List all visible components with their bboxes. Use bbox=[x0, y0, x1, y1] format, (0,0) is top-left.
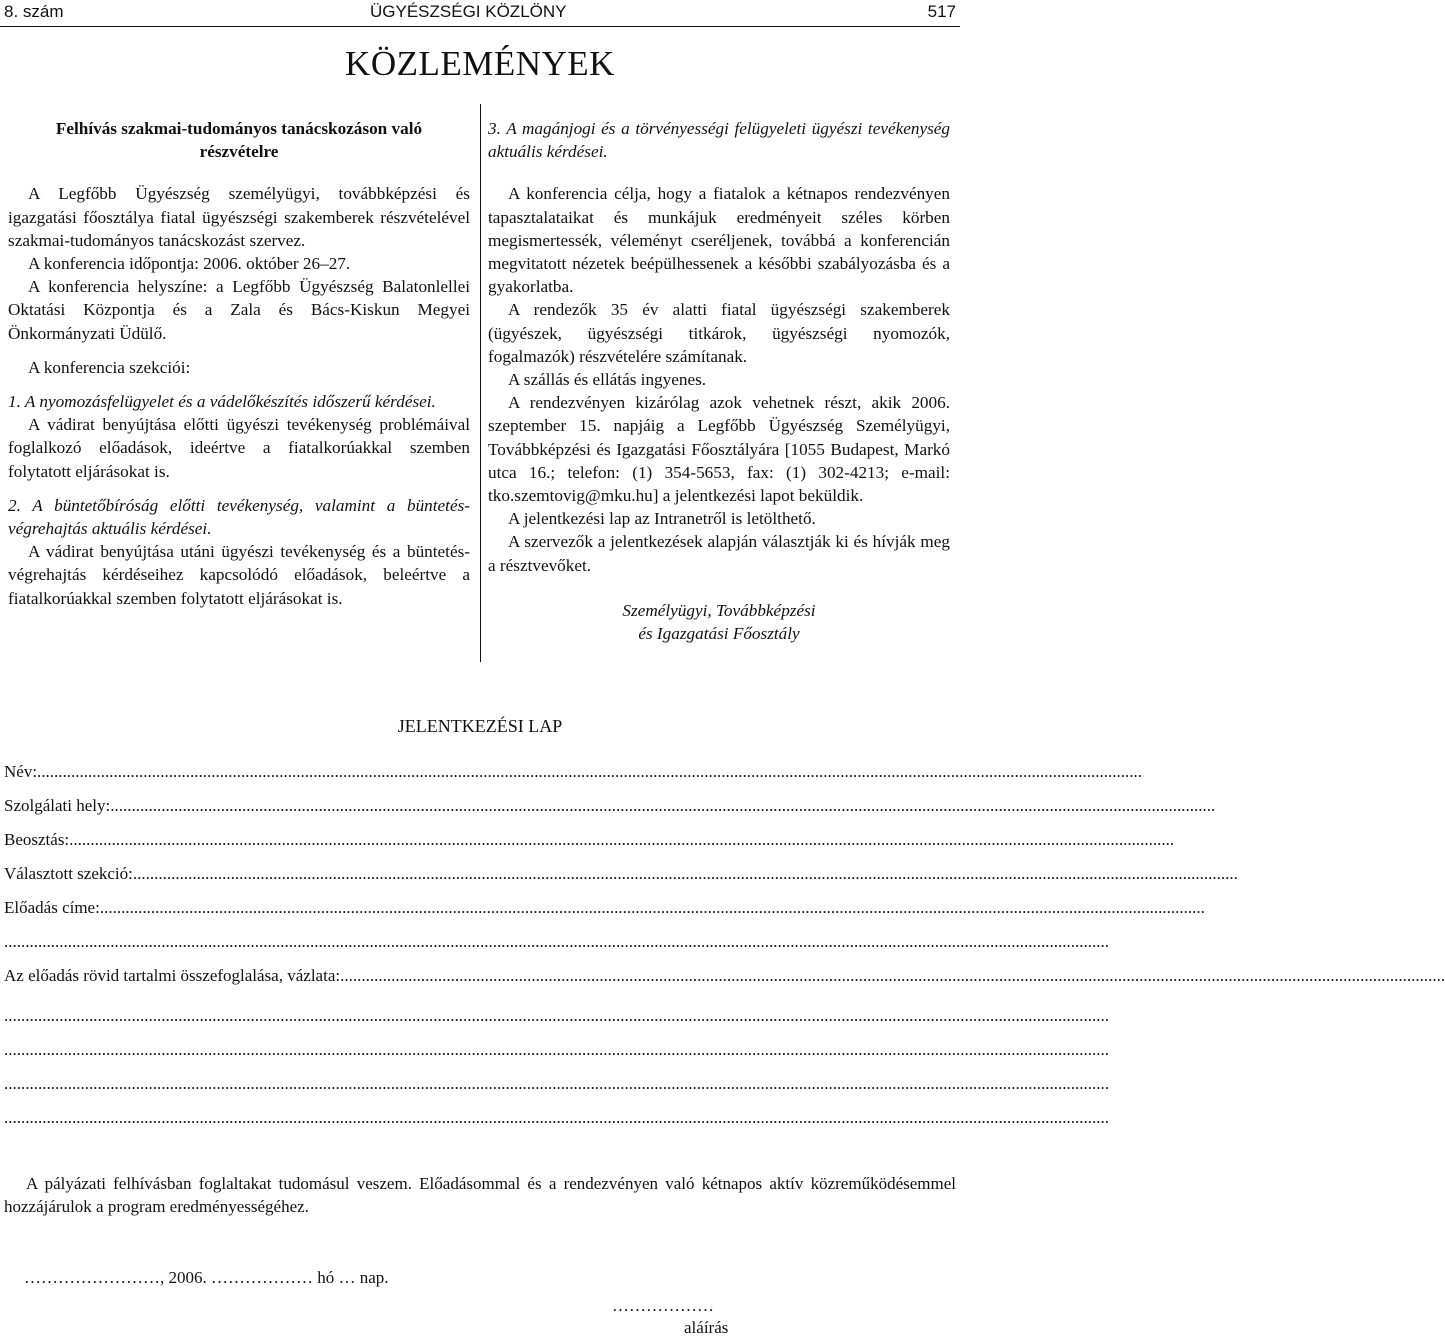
date-paragraph: A konferencia időpontja: 2006. október 26–27. bbox=[28, 254, 351, 274]
section-2-title: 2. A büntetőbíróság előtti tevékenység, valamint a büntetés-végrehajtás aktuális kérdései. bbox=[8, 495, 470, 539]
apply-paragraph: A rendezvényen kizárólag azok vehetnek részt, akik 2006. szeptember 15. napjáig a Legfőbb Ügyészség Személyügyi, Továbbképzési és Igazgatási Főosztályára [1055 Budapest, Markó utca 16.; telefon: (1) 354-5653, fax: (1) 302-4213; e-mail: tko.szemtovig@mku.hu] a jelentkezési lapot beküldik. bbox=[488, 393, 950, 506]
form-field-label: Választott szekció: bbox=[4, 864, 133, 883]
intranet-paragraph: A jelentkezési lap az Intranetről is letölthető. bbox=[508, 509, 816, 529]
form-field-label: Az előadás rövid tartalmi összefoglalása, vázlata: bbox=[4, 966, 341, 985]
form-field-dots: .................................................................................................................................................................................................................................................................... bbox=[340, 966, 1445, 985]
form-field-label: Szolgálati hely: bbox=[4, 796, 111, 815]
goal-paragraph: A konferencia célja, hogy a fiatalok a kétnapos rendezvényen tapasztalataikat és munkájuk eredményeit széles körben megismertessék, véleményt cseréljenek, továbbá a konferencián megvitatott nézetek beépülhessenek a későbbi szabályozásba és a gyakorlatba. bbox=[488, 184, 950, 297]
form-field-dots: .................................................................................................................................................................................................................................................................... bbox=[69, 830, 1175, 849]
section-title: KÖZLEMÉNYEK bbox=[345, 44, 615, 83]
header-rule bbox=[0, 26, 960, 27]
form-field-line[interactable] bbox=[4, 830, 1175, 850]
intro-paragraph: A Legfőbb Ügyészség személyügyi, továbbképzési és igazgatási főosztálya fiatal ügyészségi szakemberek részvételével szakmai-tudományos tanácskozást szervez. bbox=[8, 184, 470, 250]
journal-title: ÜGYÉSZSÉGI KÖZLÖNY bbox=[370, 2, 567, 21]
declaration-text: A pályázati felhívásban foglaltakat tudomásul veszem. Előadásommal és a rendezvényen való kétnapos aktív közreműködésemmel hozzájárulok a program eredményességéhez. bbox=[4, 1174, 956, 1216]
form-field-label: Előadás címe: bbox=[4, 898, 100, 917]
left-column bbox=[8, 117, 470, 610]
section-3-title: 3. A magánjogi és a törvényességi felügyeleti ügyészi tevékenység aktuális kérdései. bbox=[488, 119, 950, 162]
form-field-line[interactable] bbox=[4, 1108, 1109, 1128]
form-field-line[interactable] bbox=[4, 1074, 1109, 1094]
form-field-dots: .................................................................................................................................................................................................................................................................... bbox=[4, 932, 1109, 951]
right-column bbox=[488, 117, 950, 645]
form-field-line[interactable] bbox=[4, 932, 1109, 952]
form-field-dots: .................................................................................................................................................................................................................................................................... bbox=[110, 796, 1216, 815]
form-field-dots: .................................................................................................................................................................................................................................................................... bbox=[4, 1074, 1109, 1093]
form-field-line[interactable] bbox=[4, 796, 1216, 816]
page-number: 517 bbox=[927, 2, 956, 21]
issue-number: 8. szám bbox=[4, 2, 64, 21]
article-title: Felhívás szakmai-tudományos tanácskozáson való részvételre bbox=[55, 119, 423, 162]
date-line: ……………………, 2006. ……………… hó … nap. bbox=[24, 1268, 389, 1287]
form-field-line[interactable] bbox=[4, 1040, 1109, 1060]
form-field-dots: .................................................................................................................................................................................................................................................................... bbox=[4, 1040, 1109, 1059]
form-field-dots: .................................................................................................................................................................................................................................................................... bbox=[37, 762, 1143, 781]
form-field-dots: .................................................................................................................................................................................................................................................................... bbox=[99, 898, 1205, 917]
signature-label: aláírás bbox=[684, 1318, 729, 1337]
form-field-line[interactable] bbox=[4, 898, 1205, 918]
form-field-dots: .................................................................................................................................................................................................................................................................... bbox=[132, 864, 1238, 883]
audience-paragraph: A rendezők 35 év alatti fiatal ügyészségi szakemberek (ügyészek, ügyészségi titkárok, ügyészségi nyomozók, fogalmazók) részvételére számítanak. bbox=[488, 300, 950, 366]
lodging-paragraph: A szállás és ellátás ingyenes. bbox=[508, 370, 707, 390]
form-field-line[interactable] bbox=[4, 864, 1238, 884]
signature-dots: ……………… bbox=[612, 1296, 714, 1315]
form-field-line[interactable] bbox=[4, 966, 1445, 986]
sections-label: A konferencia szekciói: bbox=[28, 357, 191, 377]
form-field-line[interactable] bbox=[4, 762, 1143, 782]
page-header bbox=[4, 2, 956, 24]
column-divider bbox=[480, 104, 481, 662]
form-field-dots: .................................................................................................................................................................................................................................................................... bbox=[4, 1108, 1109, 1127]
section-2-text: A vádirat benyújtása utáni ügyészi tevékenység és a büntetés-végrehajtás kérdéseihez kapcsolódó előadások, beleértve a fiatalkorúakkal szemben folytatott eljárásokat is. bbox=[8, 542, 470, 608]
form-field-line[interactable] bbox=[4, 1006, 1109, 1026]
signature-line-1: Személyügyi, Továbbképzési bbox=[622, 600, 816, 620]
signature-line-2: és Igazgatási Főosztály bbox=[638, 624, 800, 644]
section-1-title: 1. A nyomozásfelügyelet és a vádelőkészítés időszerű kérdései. bbox=[8, 392, 436, 412]
form-field-label: Beosztás: bbox=[4, 830, 70, 849]
selection-paragraph: A szervezők a jelentkezések alapján választják ki és hívják meg a résztvevőket. bbox=[488, 532, 950, 575]
form-title: JELENTKEZÉSI LAP bbox=[397, 716, 563, 736]
venue-paragraph: A konferencia helyszíne: a Legfőbb Ügyészség Balatonlellei Oktatási Központja és a Zala és Bács-Kiskun Megyei Önkormányzati Üdülő. bbox=[8, 277, 470, 343]
form-field-dots: .................................................................................................................................................................................................................................................................... bbox=[4, 1006, 1109, 1025]
form-field-label: Név: bbox=[4, 762, 38, 781]
section-1-text: A vádirat benyújtása előtti ügyészi tevékenység problémáival foglalkozó előadások, ideértve a fiatalkorúakkal szemben folytatott eljárásokat is. bbox=[8, 415, 470, 481]
